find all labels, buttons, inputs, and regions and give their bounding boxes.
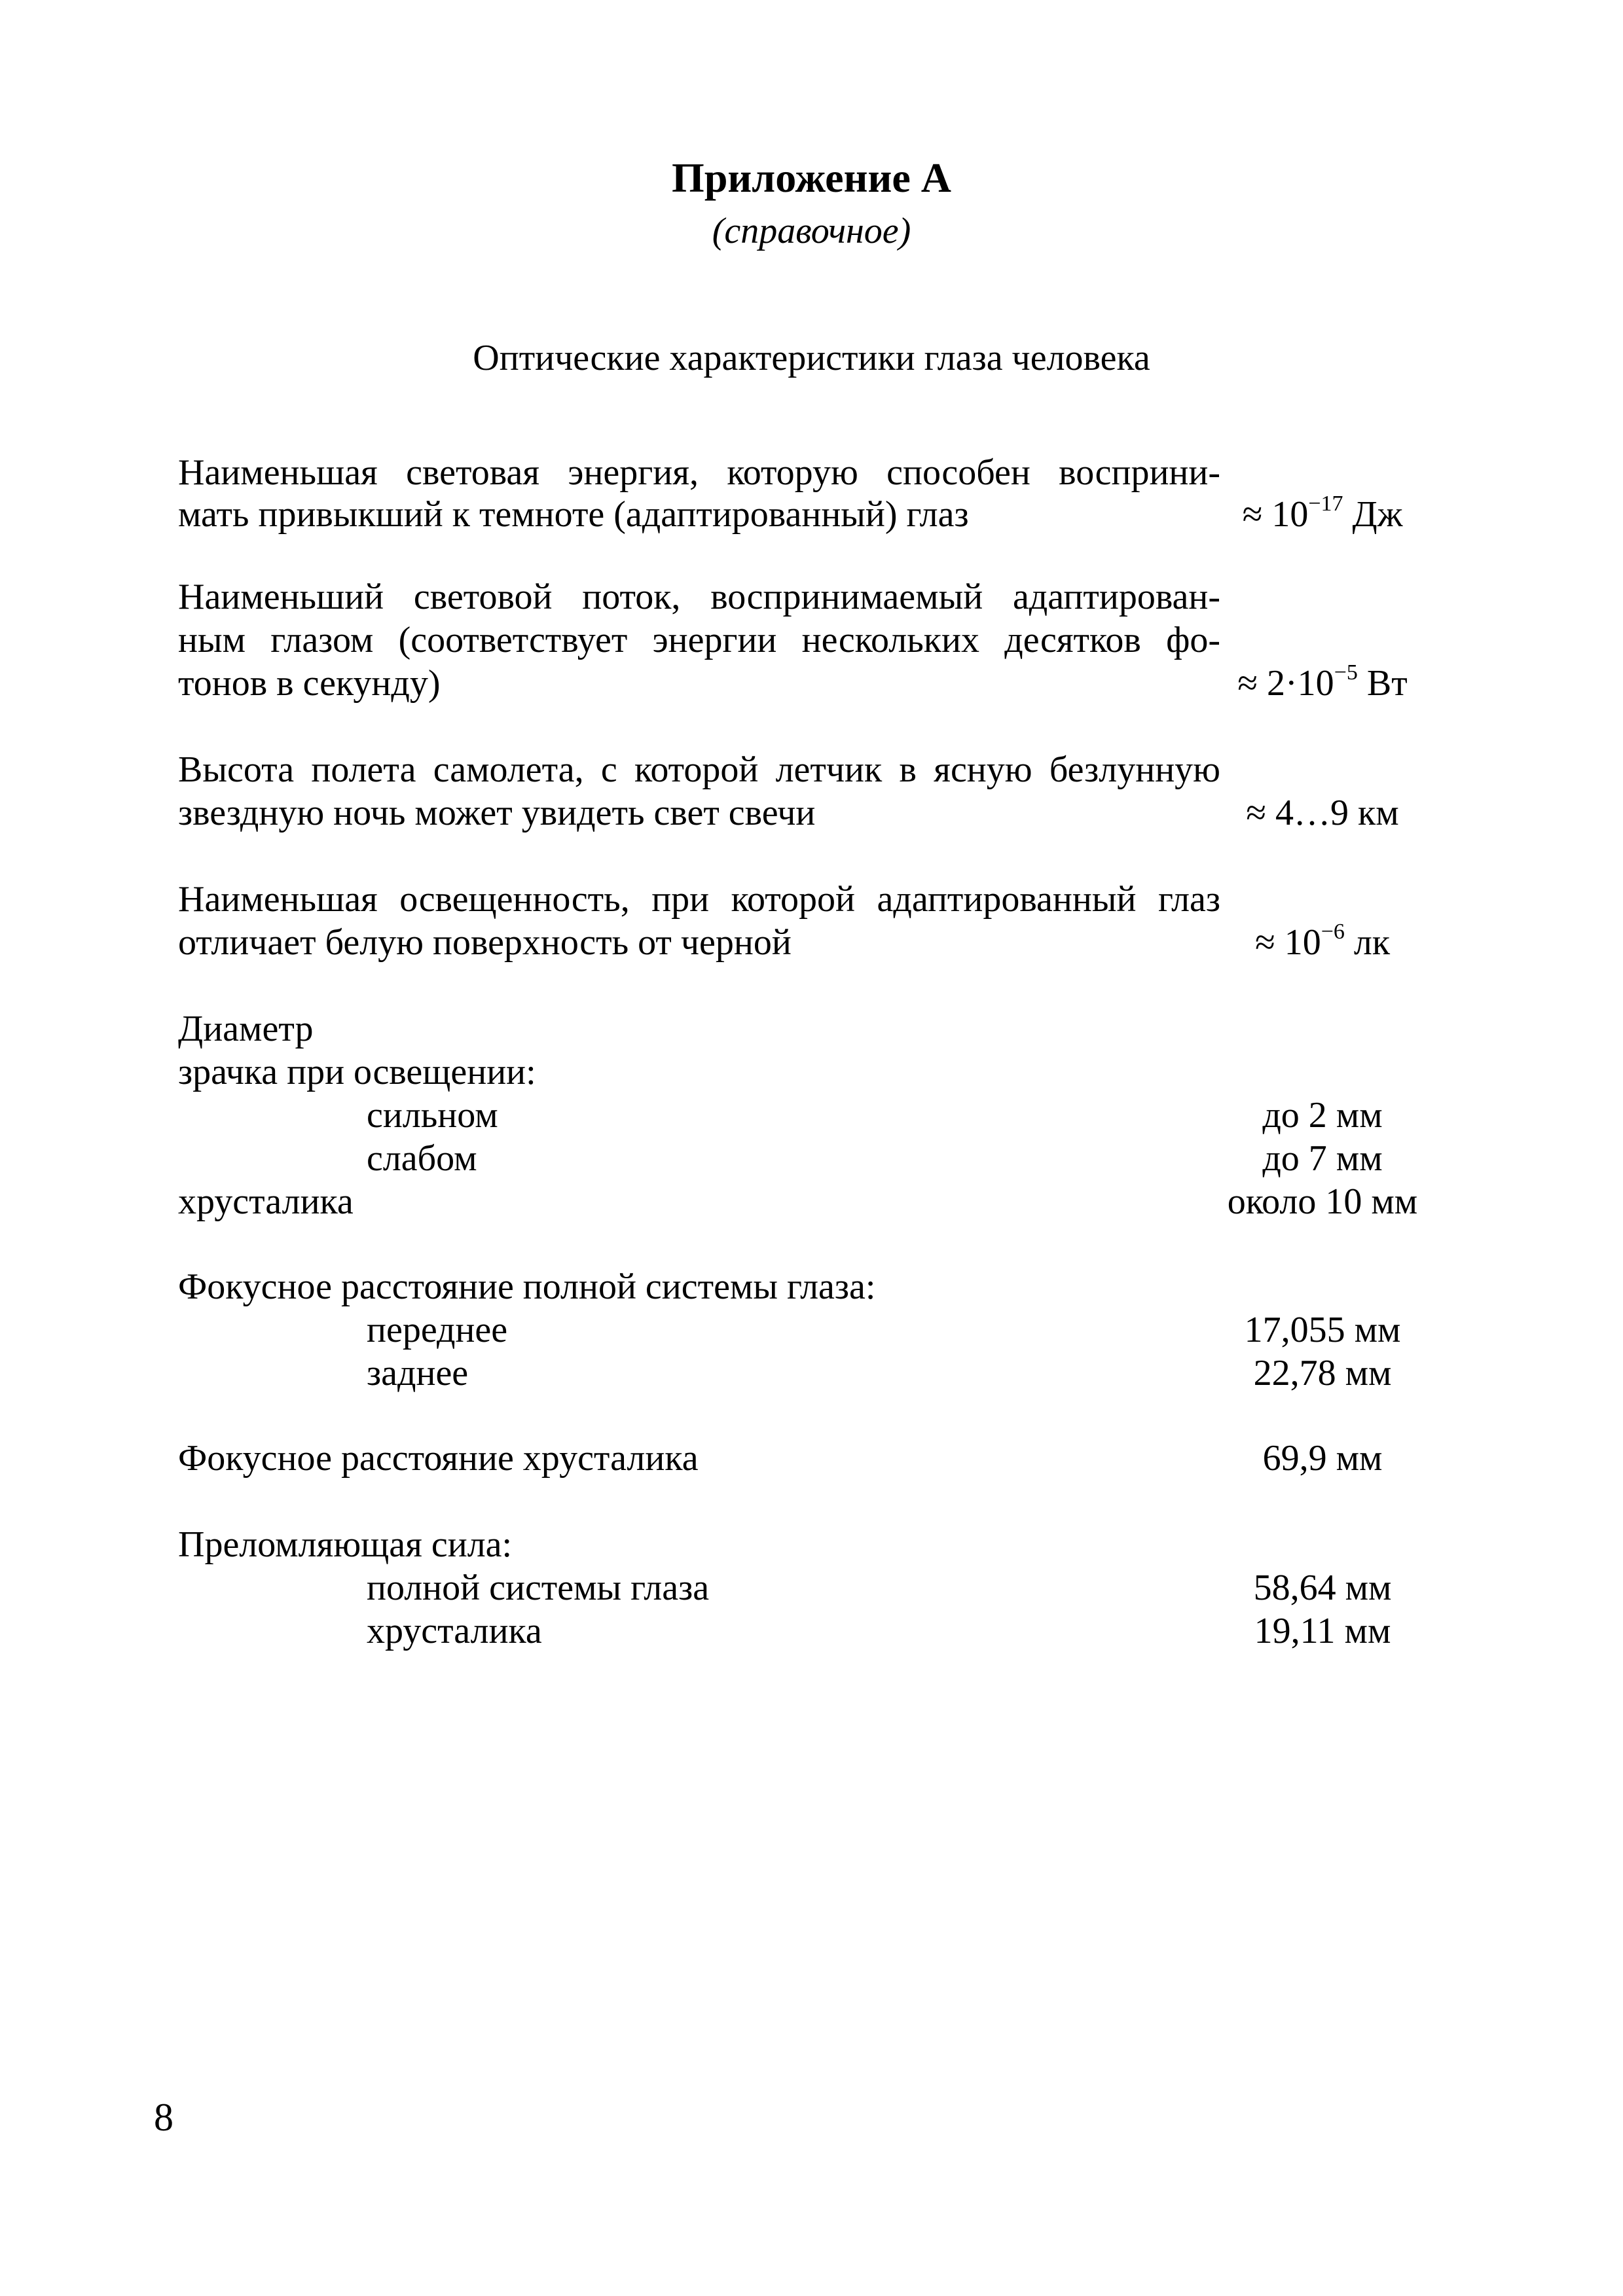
item-text-line: Наименьший световой поток, воспринимаемый адаптирован- [178,577,1220,617]
appendix-title: Приложение А [672,154,951,201]
item-sublabel: зрачка при освещении: [178,1052,536,1092]
item-value: ≈ $2\cdot 10^{-5}$ Вт [1237,660,1408,704]
item-value: ≈ $10^{-17}$ Дж [1242,492,1403,535]
item-text-line: отличает белую поверхность от черной [178,922,792,963]
item-value: 22,78 мм [1253,1353,1392,1393]
item-sublabel: хрусталика [178,1181,354,1222]
item-label: Диаметр [178,1009,314,1049]
item-text-line: Наименьшая освещенность, при которой адаптированный глаз [178,879,1220,920]
item-text-line: тонов в секунду) [178,663,441,704]
item-value: 17,055 мм [1244,1310,1401,1350]
item-label: Фокусное расстояние хрусталика [178,1438,699,1479]
item-value: до 7 мм [1262,1138,1383,1179]
section-heading: Оптические характеристики глаза человека [473,338,1150,378]
item-value: около 10 мм [1227,1181,1418,1222]
item-text-line: Высота полета самолета, с которой летчик в ясную безлунную [178,749,1220,790]
page-number: 8 [154,2096,173,2139]
item-value: ≈ $10^{-6}$ лк [1254,920,1391,963]
item-sublabel: заднее [367,1353,469,1393]
item-sublabel: хрусталика [367,1611,542,1651]
item-sublabel: сильном [367,1095,498,1136]
item-sublabel: полной системы глаза [367,1568,710,1608]
item-text-line: звездную ночь может увидеть свет свечи [178,793,816,833]
item-label: Преломляющая сила: [178,1524,513,1565]
item-text-line: Наименьшая световая энергия, которую способен восприни- [178,452,1220,493]
item-value: до 2 мм [1262,1095,1383,1136]
item-value: ≈ 4…9 км [1246,793,1399,833]
item-sublabel: переднее [367,1310,508,1350]
item-text-line: мать привыкший к темноте (адаптированный) глаз [178,494,969,535]
item-label: Фокусное расстояние полной системы глаза: [178,1266,876,1307]
appendix-subtitle: (справочное) [712,211,911,251]
item-value: 19,11 мм [1254,1611,1391,1651]
item-value: 69,9 мм [1262,1438,1383,1479]
item-value: 58,64 мм [1253,1568,1392,1608]
item-text-line: ным глазом (соответствует энергии нескольких десятков фо- [178,620,1220,660]
item-sublabel: слабом [367,1138,477,1179]
